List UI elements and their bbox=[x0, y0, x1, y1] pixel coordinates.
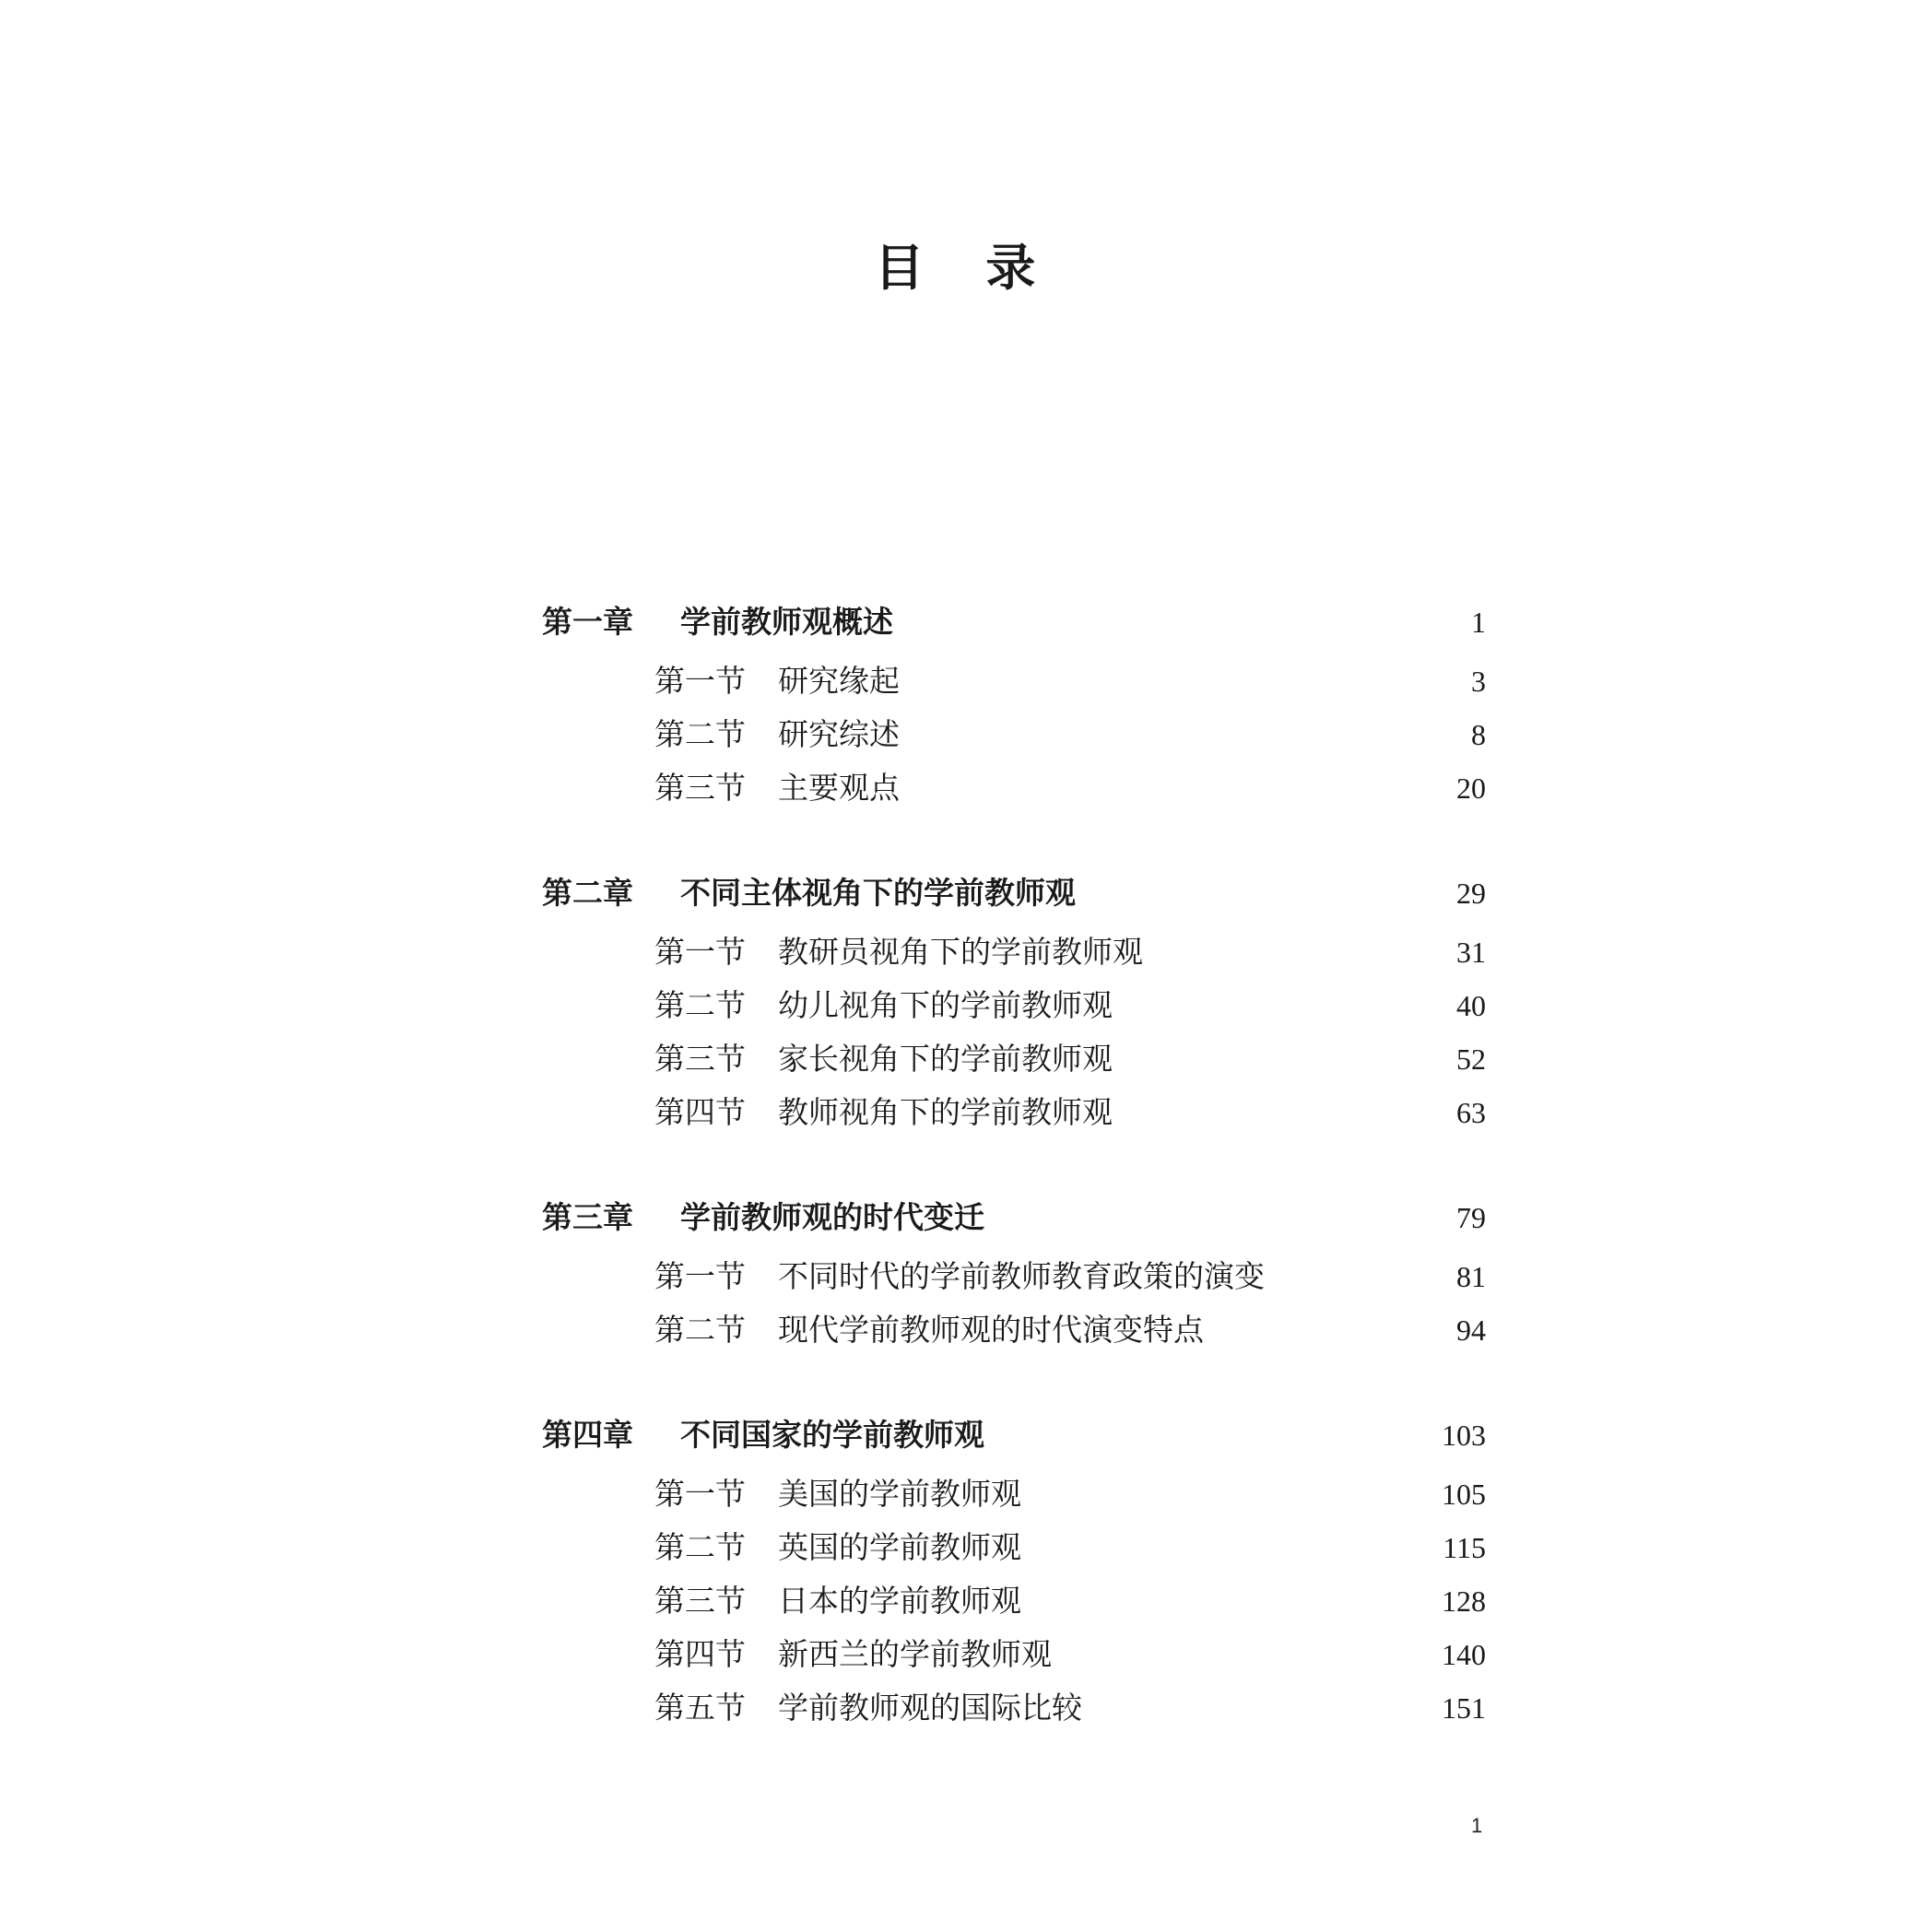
section-page-number: 94 bbox=[1456, 1314, 1486, 1347]
section-title: 学前教师观的国际比较 bbox=[778, 1690, 1082, 1726]
section-title: 现代学前教师观的时代演变特点 bbox=[778, 1312, 1204, 1348]
section-entry[interactable] bbox=[542, 925, 1486, 979]
section-title: 新西兰的学前教师观 bbox=[778, 1636, 1052, 1672]
chapter-label: 第一章 bbox=[542, 604, 633, 640]
section-entry[interactable] bbox=[542, 654, 1486, 708]
chapter-title: 不同主体视角下的学前教师观 bbox=[680, 875, 1076, 911]
section-entry[interactable] bbox=[542, 1521, 1486, 1574]
chapter-label: 第四章 bbox=[542, 1417, 633, 1453]
chapter-title: 学前教师观概述 bbox=[680, 604, 893, 640]
chapter-entry[interactable] bbox=[542, 590, 1486, 654]
table-of-contents bbox=[542, 590, 1486, 1781]
section-label: 第一节 bbox=[654, 934, 746, 970]
section-page-number: 8 bbox=[1471, 718, 1486, 751]
section-title: 主要观点 bbox=[778, 770, 900, 806]
chapter-entry[interactable] bbox=[542, 1185, 1486, 1250]
section-title: 英国的学前教师观 bbox=[778, 1529, 1021, 1565]
section-page-number: 140 bbox=[1442, 1638, 1486, 1671]
section-title: 教研员视角下的学前教师观 bbox=[778, 934, 1143, 970]
section-title: 研究缘起 bbox=[778, 663, 900, 699]
section-title: 幼儿视角下的学前教师观 bbox=[778, 987, 1113, 1023]
section-label: 第二节 bbox=[654, 1312, 746, 1348]
footer-page-number: 1 bbox=[1471, 1814, 1483, 1837]
chapter-page-number: 103 bbox=[1442, 1419, 1486, 1452]
section-label: 第一节 bbox=[654, 663, 746, 699]
section-label: 第四节 bbox=[654, 1094, 746, 1130]
section-entry[interactable] bbox=[542, 1303, 1486, 1357]
section-page-number: 115 bbox=[1443, 1531, 1486, 1564]
chapter-2 bbox=[542, 861, 1486, 1139]
section-page-number: 40 bbox=[1456, 989, 1486, 1022]
section-label: 第一节 bbox=[654, 1258, 746, 1294]
section-entry[interactable] bbox=[542, 1467, 1486, 1521]
section-title: 研究综述 bbox=[778, 716, 900, 752]
section-label: 第三节 bbox=[654, 1041, 746, 1077]
section-entry[interactable] bbox=[542, 1086, 1486, 1139]
section-title: 日本的学前教师观 bbox=[778, 1583, 1021, 1619]
chapter-page-number: 79 bbox=[1456, 1201, 1486, 1234]
chapter-3 bbox=[542, 1185, 1486, 1357]
section-page-number: 128 bbox=[1442, 1584, 1486, 1618]
section-title: 教师视角下的学前教师观 bbox=[778, 1094, 1113, 1130]
section-label: 第一节 bbox=[654, 1476, 746, 1512]
chapter-title: 不同国家的学前教师观 bbox=[680, 1417, 984, 1453]
section-page-number: 81 bbox=[1456, 1260, 1486, 1293]
section-title: 家长视角下的学前教师观 bbox=[778, 1041, 1113, 1077]
chapter-title: 学前教师观的时代变迁 bbox=[680, 1199, 984, 1235]
section-label: 第二节 bbox=[654, 1529, 746, 1565]
chapter-entry[interactable] bbox=[542, 861, 1486, 925]
section-entry[interactable] bbox=[542, 1032, 1486, 1086]
section-entry[interactable] bbox=[542, 1574, 1486, 1628]
section-label: 第二节 bbox=[654, 987, 746, 1023]
section-page-number: 3 bbox=[1471, 665, 1486, 698]
chapter-page-number: 1 bbox=[1471, 606, 1486, 639]
section-page-number: 63 bbox=[1456, 1096, 1486, 1129]
section-entry[interactable] bbox=[542, 1681, 1486, 1735]
chapter-label: 第三章 bbox=[542, 1199, 633, 1235]
section-label: 第三节 bbox=[654, 770, 746, 806]
section-entry[interactable] bbox=[542, 708, 1486, 761]
section-entry[interactable] bbox=[542, 979, 1486, 1032]
section-page-number: 105 bbox=[1442, 1478, 1486, 1511]
chapter-1 bbox=[542, 590, 1486, 815]
page-title: 目 录 bbox=[874, 238, 1058, 297]
section-entry[interactable] bbox=[542, 1250, 1486, 1303]
chapter-entry[interactable] bbox=[542, 1403, 1486, 1467]
chapter-page-number: 29 bbox=[1456, 877, 1486, 910]
section-page-number: 151 bbox=[1442, 1691, 1486, 1725]
chapter-4 bbox=[542, 1403, 1486, 1735]
section-entry[interactable] bbox=[542, 761, 1486, 815]
section-page-number: 52 bbox=[1456, 1043, 1486, 1076]
chapter-label: 第二章 bbox=[542, 875, 633, 911]
section-title: 不同时代的学前教师教育政策的演变 bbox=[778, 1258, 1265, 1294]
section-entry[interactable] bbox=[542, 1628, 1486, 1681]
section-page-number: 31 bbox=[1456, 936, 1486, 969]
section-label: 第四节 bbox=[654, 1636, 746, 1672]
section-label: 第五节 bbox=[654, 1690, 746, 1726]
section-title: 美国的学前教师观 bbox=[778, 1476, 1021, 1512]
section-label: 第三节 bbox=[654, 1583, 746, 1619]
section-label: 第二节 bbox=[654, 716, 746, 752]
section-page-number: 20 bbox=[1456, 772, 1486, 805]
